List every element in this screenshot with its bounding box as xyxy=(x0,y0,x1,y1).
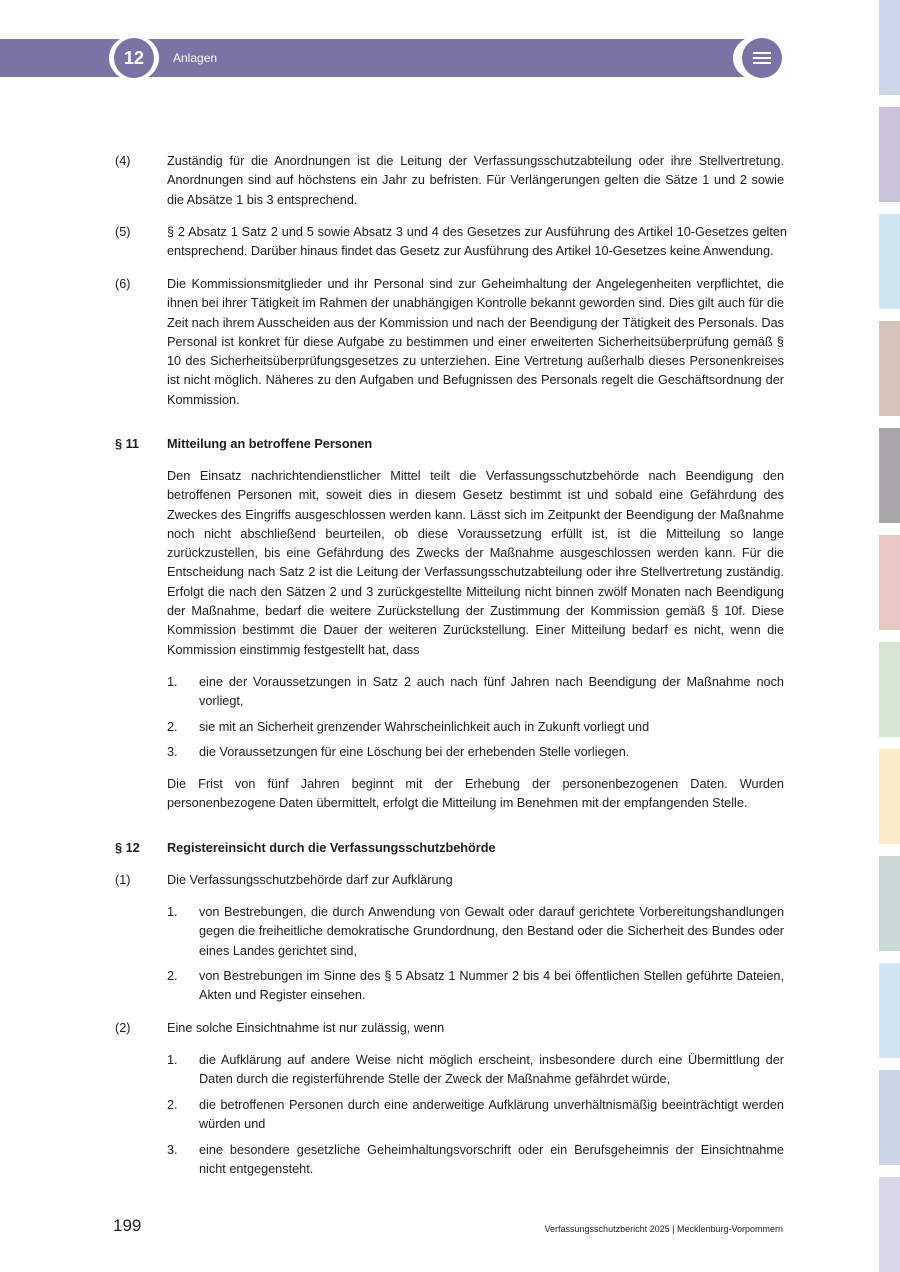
side-tab-4[interactable] xyxy=(879,321,900,416)
section-outro-text: Die Frist von fünf Jahren beginnt mit der Erhebung der personenbezogenen Daten. Wurden personenbezogene Daten übermittelt, erfolgt die Mitteilung im Benehmen mit der empfangenden Stelle. xyxy=(167,777,784,811)
paragraph-number: (2) xyxy=(115,1021,131,1035)
side-tab-1[interactable] xyxy=(879,0,900,95)
chapter-badge xyxy=(109,35,159,81)
list-item-text: von Bestrebungen im Sinne des § 5 Absatz 1 Nummer 2 bis 4 bei öffentlichen Stellen geführte Dateien, Akten und Register einsehen. xyxy=(199,969,784,1003)
chapter-title: Anlagen xyxy=(173,51,218,65)
chapter-side-tabs xyxy=(879,0,900,1272)
list-item-number: 1. xyxy=(167,905,178,919)
list-item-number: 2. xyxy=(167,1098,178,1112)
paragraph-text: § 2 Absatz 1 Satz 2 und 5 sowie Absatz 3 und 4 des Gesetzes zur Ausführung des Artikel 10-Gesetzes gelten entsprechend. Darüber hinaus findet das Gesetz zur Ausführung des Artikel 10-Gesetzes keine Anwendung. xyxy=(167,225,787,259)
side-tab-3[interactable] xyxy=(879,214,900,309)
paragraph-number: (4) xyxy=(115,154,131,168)
side-tab-2[interactable] xyxy=(879,107,900,202)
section-heading: Mitteilung an betroffene Personen xyxy=(167,437,373,451)
list-item-text: eine besondere gesetzliche Geheimhaltungsvorschrift oder ein Berufsgeheimnis der Einsichtnahme nicht entgegensteht. xyxy=(199,1143,784,1177)
list-item-number: 3. xyxy=(167,745,178,759)
side-tab-9[interactable] xyxy=(879,856,900,951)
side-tab-6[interactable] xyxy=(879,535,900,630)
list-item-number: 3. xyxy=(167,1143,178,1157)
paragraph-number: (1) xyxy=(115,873,131,887)
paragraph-text: Die Verfassungsschutzbehörde darf zur Aufklärung xyxy=(167,873,453,887)
side-tab-7[interactable] xyxy=(879,642,900,737)
section-number: § 11 xyxy=(115,437,139,451)
section-intro-text: Den Einsatz nachrichtendienstlicher Mittel teilt die Verfassungsschutzbehörde nach Beendigung den betroffenen Personen mit, soweit dies in diesem Gesetz bestimmt ist und sobald eine Gefährdung des Zweckes des Eingriffs ausgeschlossen werden kann. Lässt sich im Zeitpunkt der Beendigung der Maßnahme noch nicht abschließend beurteilen, ob diese Voraussetzung erfüllt ist, ist die Mitteilung so lange zurückzustellen, bis eine Gefährdung des Zwecks der Maßnahme ausgeschlossen werden kann. Für die Entscheidung nach Satz 2 ist die Leitung der Verfassungsschutzabteilung oder ihre Stellvertretung zuständig. Erfolgt die nach den Sätzen 2 und 3 zurückgestellte Mitteilung nicht binnen zwölf Monaten nach Beendigung der Maßnahme, bedarf die weitere Zurückstellung der Zustimmung der Kommission gemäß § 10f. Diese Kommission bestimmt die Dauer der weiteren Zurückstellung. Einer Mitteilung bedarf es nicht, wenn die Kommission einstimmig festgestellt hat, dass xyxy=(167,469,784,657)
section-number: § 12 xyxy=(115,841,140,855)
side-tab-5[interactable] xyxy=(879,428,900,523)
list-item-text: eine der Voraussetzungen in Satz 2 auch nach fünf Jahren nach Beendigung der Maßnahme noch vorliegt, xyxy=(199,675,784,709)
paragraph-text: Eine solche Einsichtnahme ist nur zulässig, wenn xyxy=(167,1021,445,1035)
list-item-text: die Aufklärung auf andere Weise nicht möglich erscheint, insbesondere durch eine Übermittlung der Daten durch die registerführende Stelle der Zweck der Maßnahme gefährdet würde, xyxy=(199,1053,784,1087)
menu-button-circle[interactable] xyxy=(742,38,782,78)
page-number: 199 xyxy=(113,1216,142,1235)
footer-publication: Verfassungsschutzbericht 2025 | Mecklenburg-Vorpommern xyxy=(544,1224,783,1234)
paragraph-text: Die Kommissionsmitglieder und ihr Personal sind zur Geheimhaltung der Angelegenheiten verpflichtet, die ihnen bei ihrer Tätigkeit im Rahmen der unabhängigen Kontrolle bekannt geworden sind. Dies gilt auch für die Zeit nach ihrem Ausscheiden aus der Kommission und nach der Beendigung der Tätigkeit des Personals. Das Personal ist konkret für diese Aufgabe zu bestimmen und einer erweiterten Sicherheitsüberprüfung gemäß § 10 des Sicherheitsüberprüfungsgesetzes zu unterziehen. Eine Vertretung außerhalb dieses Personenkreises ist nicht möglich. Näheres zu den Aufgaben und Befugnissen des Personals regelt die Geschäftsordnung der Kommission. xyxy=(167,277,784,407)
list-item-number: 2. xyxy=(167,720,178,734)
paragraph-number: (5) xyxy=(115,225,131,239)
hamburger-menu-icon[interactable] xyxy=(753,52,771,64)
chapter-number: 12 xyxy=(114,38,154,78)
paragraph-number: (6) xyxy=(115,277,131,291)
side-tab-10[interactable] xyxy=(879,963,900,1058)
list-item-text: sie mit an Sicherheit grenzender Wahrscheinlichkeit auch in Zukunft vorliegt und xyxy=(199,720,650,734)
side-tab-8[interactable] xyxy=(879,749,900,844)
side-tab-12[interactable] xyxy=(879,1177,900,1272)
list-item-number: 1. xyxy=(167,675,178,689)
menu-button[interactable] xyxy=(733,35,787,81)
paragraph-text: Zuständig für die Anordnungen ist die Leitung der Verfassungsschutzabteilung oder ihre Stellvertretung. Anordnungen sind auf höchstens ein Jahr zu befristen. Für Verlängerungen gelten die Sätze 1 und 2 sowie die Absätze 1 bis 3 entsprechend. xyxy=(167,154,784,207)
list-item-text: die Voraussetzungen für eine Löschung bei der erhebenden Stelle vorliegen. xyxy=(199,745,630,759)
list-item-number: 1. xyxy=(167,1053,178,1067)
list-item-number: 2. xyxy=(167,969,178,983)
side-tab-11[interactable] xyxy=(879,1070,900,1165)
list-item-text: die betroffenen Personen durch eine anderweitige Aufklärung unverhältnismäßig beeinträchtigt werden würden und xyxy=(199,1098,784,1132)
section-heading: Registereinsicht durch die Verfassungsschutzbehörde xyxy=(167,841,496,855)
list-item-text: von Bestrebungen, die durch Anwendung von Gewalt oder darauf gerichtete Vorbereitungshandlungen gegen die freiheitliche demokratische Grundordnung, den Bestand oder die Sicherheit des Bundes oder eines Landes gerichtet sind, xyxy=(199,905,784,958)
